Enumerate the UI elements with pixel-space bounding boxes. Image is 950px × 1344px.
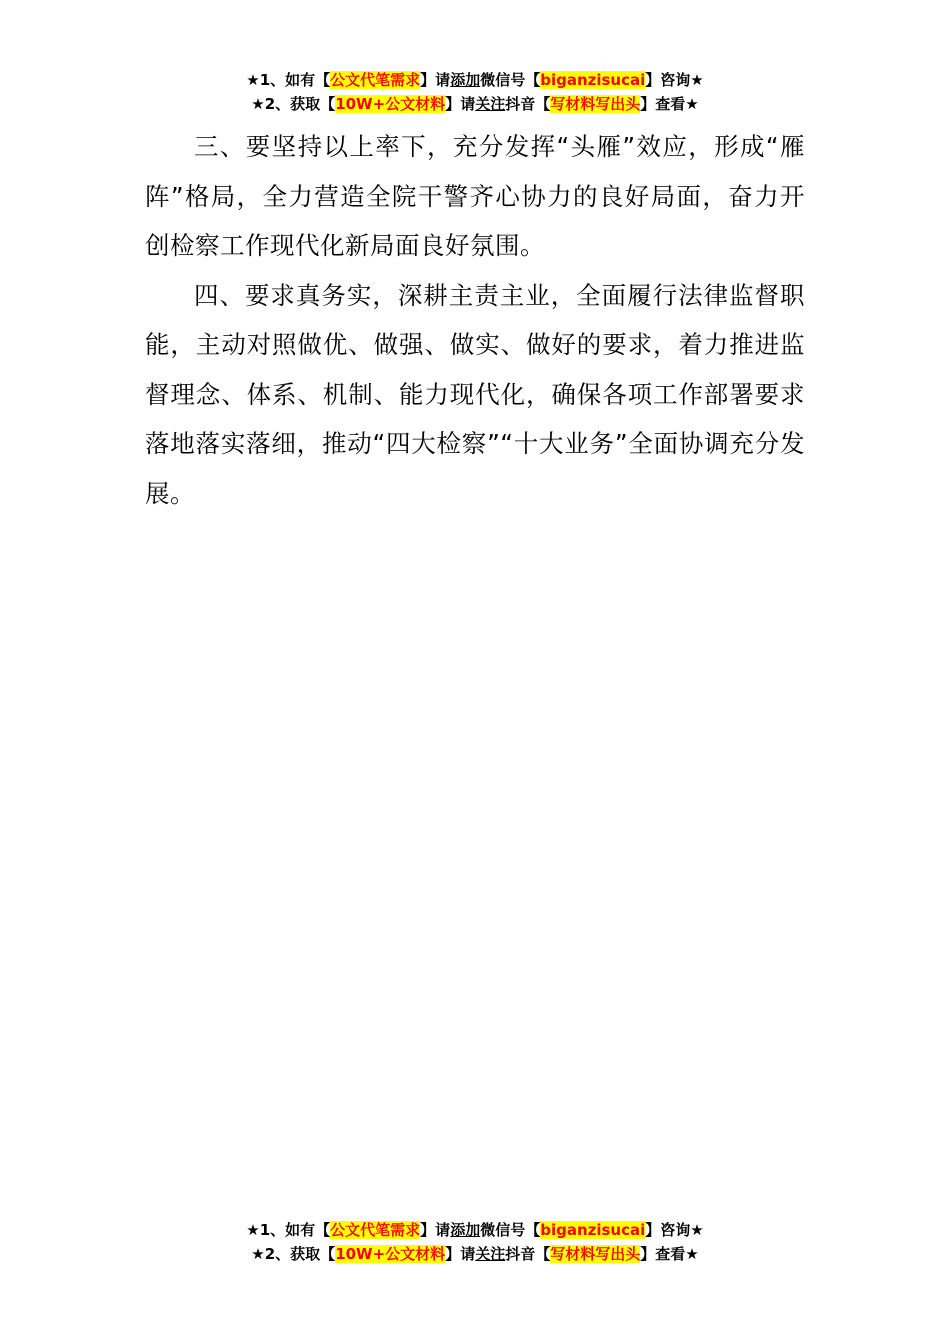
document-body — [145, 122, 805, 518]
banner-highlight: 公文代笔需求 — [330, 1221, 421, 1239]
banner-text: 抖音【 — [505, 1245, 551, 1263]
banner-text: 微信号【 — [480, 71, 541, 89]
banner-underline: 关注 — [475, 1245, 506, 1263]
footer-banner-line-1 — [0, 1218, 950, 1242]
banner-text: 】咨询★ — [645, 1221, 704, 1239]
banner-text: ★1、如有【 — [246, 71, 331, 89]
paragraph-3: 三、要坚持以上率下，充分发挥“头雁”效应，形成“雁阵”格局，全力营造全院干警齐心协力的良好局面，奋力开创检察工作现代化新局面良好氛围。 — [145, 132, 805, 260]
banner-text: ★1、如有【 — [246, 1221, 331, 1239]
banner-text: 】查看★ — [640, 1245, 699, 1263]
header-banner-line-1 — [0, 68, 950, 92]
banner-highlight: 写材料写出头 — [550, 1245, 641, 1263]
banner-text: ★2、获取【 — [251, 95, 336, 113]
banner-highlight: 写材料写出头 — [550, 95, 641, 113]
footer-banner-line-2 — [0, 1242, 950, 1266]
banner-highlight: biganzisucai — [540, 71, 646, 89]
banner-text: 】查看★ — [640, 95, 699, 113]
banner-text: 】请 — [445, 1245, 476, 1263]
banner-highlight: 10W+公文材料 — [335, 1245, 446, 1263]
header-banner-line-2 — [0, 92, 950, 116]
banner-highlight: 公文代笔需求 — [330, 71, 421, 89]
banner-text: 微信号【 — [480, 1221, 541, 1239]
banner-text: 】咨询★ — [645, 71, 704, 89]
banner-underline: 添加 — [450, 71, 481, 89]
header-banner — [0, 68, 950, 116]
banner-text: 】请 — [420, 1221, 451, 1239]
banner-text: 】请 — [445, 95, 476, 113]
footer-banner — [0, 1218, 950, 1266]
banner-highlight: biganzisucai — [540, 1221, 646, 1239]
banner-underline: 添加 — [450, 1221, 481, 1239]
banner-highlight: 10W+公文材料 — [335, 95, 446, 113]
banner-text: 抖音【 — [505, 95, 551, 113]
paragraph-4: 四、要求真务实，深耕主责主业，全面履行法律监督职能，主动对照做优、做强、做实、做好的要求，着力推进监督理念、体系、机制、能力现代化，确保各项工作部署要求落地落实落细，推动“四大检察”“十大业务”全面协调充分发展。 — [145, 280, 805, 508]
banner-text: 】请 — [420, 71, 451, 89]
banner-text: ★2、获取【 — [251, 1245, 336, 1263]
banner-underline: 关注 — [475, 95, 506, 113]
